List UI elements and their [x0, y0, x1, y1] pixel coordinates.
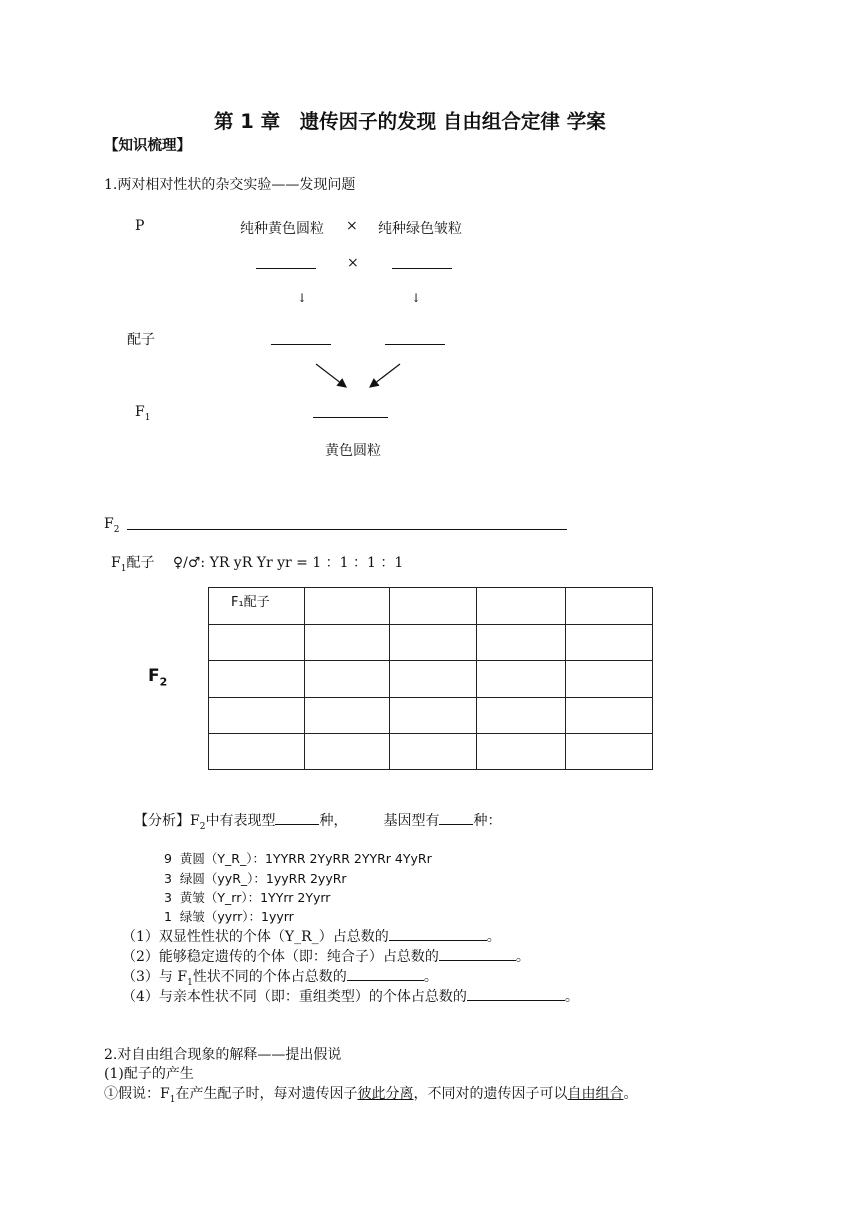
punnett-cell[interactable] — [305, 588, 390, 625]
question-2-heading: 2.对自由组合现象的解释——提出假说 — [104, 1047, 342, 1063]
punnett-square — [208, 587, 653, 770]
punnett-cell[interactable] — [209, 734, 305, 770]
punnett-cell[interactable] — [477, 661, 566, 698]
f2-answer-blank[interactable] — [127, 529, 567, 530]
f2-label: $F_2$ — [104, 516, 120, 535]
f1-label: $F_1$ — [135, 404, 151, 423]
question-item: （4）与亲本性状不同（即：重组类型）的个体占总数的 。 — [122, 986, 579, 1006]
gamete-label: 配子 — [127, 332, 155, 348]
punnett-cell[interactable] — [477, 698, 566, 734]
punnett-cell[interactable] — [305, 698, 390, 734]
punnett-cell[interactable] — [305, 734, 390, 770]
phenotype-count-blank[interactable] — [275, 810, 319, 825]
question-item: （3）与 $F_1$性状不同的个体占总数的 。 — [122, 966, 438, 988]
genotype-row: 9 黄圆（Y_R_）：1YYRR 2YyRR 2YYRr 4YyRr — [164, 851, 432, 866]
genotype-row: 3 绿圆（yyR_）：1yyRR 2yyRr — [164, 871, 347, 886]
punnett-cell[interactable] — [305, 625, 390, 661]
question-item: （1）双显性性状的个体（Y_R_）占总数的 。 — [122, 926, 501, 946]
parent1-genotype-blank[interactable] — [256, 268, 316, 269]
page-title: 第 1 章 遗传因子的发现 自由组合定律 学案 — [214, 110, 606, 133]
punnett-cell[interactable] — [209, 661, 305, 698]
answer-blank[interactable] — [389, 926, 487, 941]
punnett-cell[interactable] — [390, 588, 477, 625]
question-1-heading: 1.两对相对性状的杂交实验——发现问题 — [104, 177, 356, 193]
punnett-cell[interactable] — [390, 698, 477, 734]
punnett-cell[interactable] — [566, 588, 653, 625]
subsection-gamete-production: (1)配子的产生 — [104, 1066, 194, 1082]
question-item: （2）能够稳定遗传的个体（即：纯合子）占总数的 。 — [122, 946, 530, 966]
punnett-corner-cell: F₁配子 — [209, 588, 305, 625]
punnett-cell[interactable] — [390, 625, 477, 661]
punnett-cell[interactable] — [209, 698, 305, 734]
punnett-cell[interactable] — [477, 734, 566, 770]
parent2-gamete-blank[interactable] — [385, 344, 445, 345]
punnett-cell[interactable] — [566, 734, 653, 770]
punnett-cell[interactable] — [209, 625, 305, 661]
parent2-phenotype: 纯种绿色皱粒 — [378, 221, 462, 237]
punnett-cell[interactable] — [477, 625, 566, 661]
punnett-cell[interactable] — [390, 734, 477, 770]
parent2-genotype-blank[interactable] — [392, 268, 452, 269]
section-label: 【知识梳理】 — [104, 138, 191, 154]
punnett-f2-label: $F_2$ — [148, 666, 168, 689]
f1-gametes-row: $F_1$配子 ♀/♂: YR yR Yr yr = 1 ：1 ：1 ：1 — [111, 555, 404, 574]
genotype-row: 3 黄皱（Y_rr）：1YYrr 2Yyrr — [164, 890, 331, 905]
answer-blank[interactable] — [439, 946, 516, 961]
punnett-cell[interactable] — [477, 588, 566, 625]
parent1-phenotype: 纯种黄色圆粒 — [240, 221, 324, 237]
converging-arrows-icon — [310, 360, 410, 392]
punnett-cell[interactable] — [566, 661, 653, 698]
analysis-line: 【分析】$F_2$中有表现型 种， 基因型有 种： — [134, 810, 501, 832]
genotype-row: 1 绿皱（yyrr）：1yyrr — [164, 909, 294, 924]
cross-symbol: × — [346, 218, 358, 234]
genotype-count-blank[interactable] — [439, 810, 473, 825]
hypothesis-line: ①假说：$F_1$在产生配子时，每对遗传因子彼此分离，不同对的遗传因子可以自由组合。 — [104, 1086, 638, 1105]
answer-blank[interactable] — [347, 966, 424, 981]
answer-blank[interactable] — [467, 986, 565, 1001]
punnett-cell[interactable] — [566, 698, 653, 734]
cross-symbol-2: × — [347, 255, 359, 271]
parent1-gamete-blank[interactable] — [271, 344, 331, 345]
punnett-cell[interactable] — [390, 661, 477, 698]
f1-genotype-blank[interactable] — [313, 417, 388, 418]
f1-phenotype: 黄色圆粒 — [325, 443, 381, 459]
punnett-cell[interactable] — [566, 625, 653, 661]
arrow-down-icon: ↓ — [411, 291, 422, 305]
arrow-down-icon: ↓ — [297, 291, 308, 305]
p-generation-label: P — [135, 218, 145, 234]
punnett-cell[interactable] — [305, 661, 390, 698]
